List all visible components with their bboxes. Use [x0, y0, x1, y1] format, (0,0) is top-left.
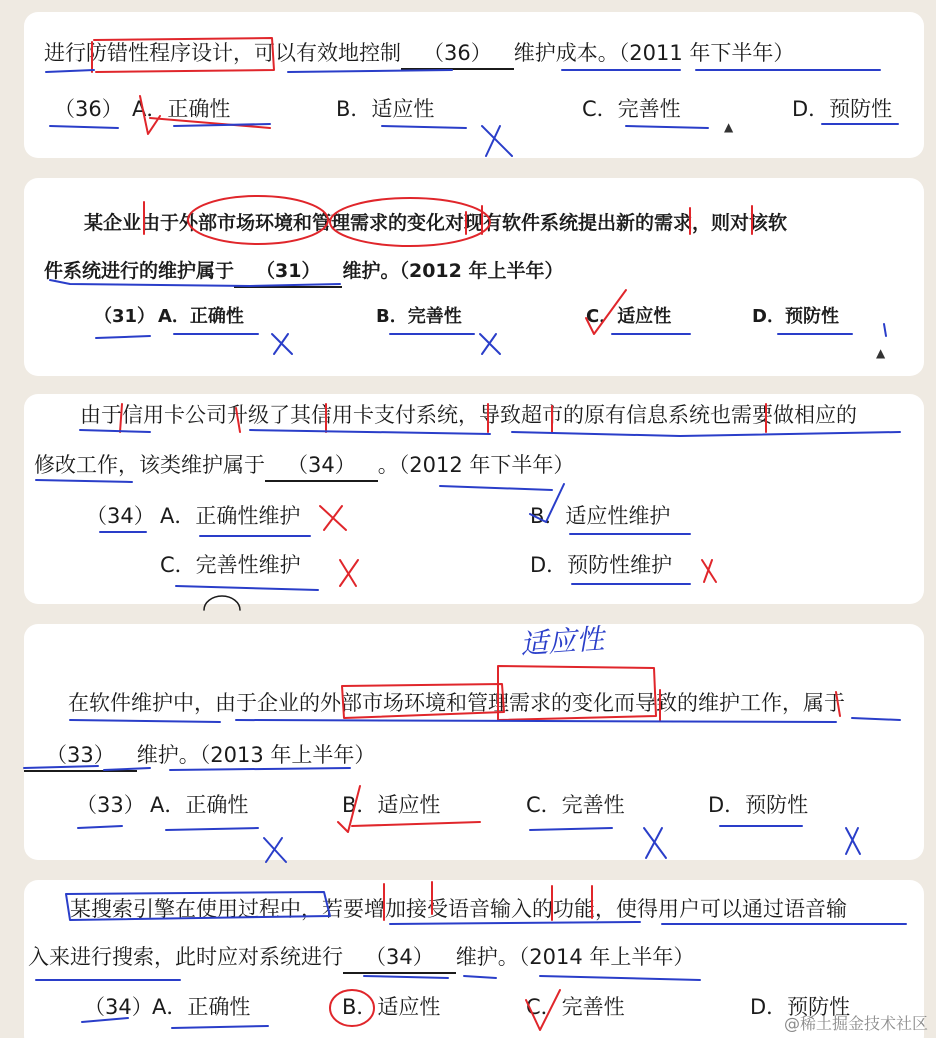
stem-text: 维护。（2012 年上半年）	[342, 260, 564, 282]
answer-blank: （34）	[343, 942, 456, 974]
question-stem-line-1: 由于信用卡公司升级了其信用卡支付系统，导致超市的原有信息系统也需要做相应的	[80, 403, 857, 427]
answer-blank: （31）	[234, 256, 342, 288]
pointer-cursor-icon: ▲	[724, 120, 734, 134]
stem-text: 维护。（2013 年上半年）	[136, 743, 376, 767]
option-a: A．正确性	[158, 306, 244, 327]
question-stem-line-2	[28, 942, 694, 974]
answer-blank: （34）	[265, 450, 378, 482]
option-c: C．完善性	[526, 793, 625, 817]
watermark: @稀土掘金技术社区	[783, 1014, 928, 1033]
question-number: （31）	[94, 306, 156, 327]
option-a: A．正确性维护	[160, 504, 301, 528]
option-b: B．适应性	[342, 793, 441, 817]
option-a: A．正确性	[150, 793, 249, 817]
stem-text: 修改工作，该类维护属于	[34, 453, 265, 477]
question-number: （33）	[76, 793, 145, 817]
handwritten-answer: 适应性	[519, 622, 606, 661]
option-b: B．完善性	[376, 306, 462, 327]
question-card-4	[24, 624, 924, 860]
stem-text: 进行防错性程序设计，可以有效地控制	[44, 41, 401, 65]
question-card-1	[24, 12, 924, 158]
question-stem-line-1: 某企业由于外部市场环境和管理需求的变化对现有软件系统提出新的需求，则对该软	[84, 212, 788, 234]
option-d: D．预防性	[750, 995, 851, 1019]
answer-blank: （33）	[24, 740, 137, 772]
question-stem-line-2	[24, 740, 375, 772]
option-b: B．适应性维护	[530, 504, 671, 528]
question-card-2	[24, 178, 924, 376]
option-c: C．完善性维护	[160, 553, 301, 577]
option-b: B．适应性	[342, 995, 441, 1019]
stem-text: 维护成本。（2011 年下半年）	[513, 41, 795, 65]
stem-text: 入来进行搜索，此时应对系统进行	[28, 945, 343, 969]
question-stem-line-1: 在软件维护中，由于企业的外部市场环境和管理需求的变化而导致的维护工作，属于	[68, 691, 845, 715]
option-d: D．预防性	[752, 306, 839, 327]
question-stem-line-1: 某搜索引擎在使用过程中，若要增加接受语音输入的功能，使得用户可以通过语音输	[70, 897, 847, 921]
option-c: C．完善性	[526, 995, 625, 1019]
question-number: （34）	[86, 504, 155, 528]
stem-text: 维护。（2014 年上半年）	[455, 945, 695, 969]
option-d: D．预防性	[708, 793, 809, 817]
option-b: B．适应性	[336, 97, 435, 121]
question-number: （34）	[84, 995, 153, 1019]
option-a: A．正确性	[132, 97, 231, 121]
pointer-cursor-icon: ▲	[876, 346, 886, 360]
option-c: C．适应性	[586, 306, 672, 327]
question-number: （36）	[54, 97, 123, 121]
question-stem-line-2	[34, 450, 574, 482]
answer-blank: （36）	[401, 38, 514, 70]
option-a: A．正确性	[152, 995, 251, 1019]
option-d: D．预防性	[792, 97, 893, 121]
stem-text: 。（2012 年下半年）	[377, 453, 575, 477]
option-c: C．完善性	[582, 97, 681, 121]
option-d: D．预防性维护	[530, 553, 673, 577]
question-stem	[44, 38, 794, 70]
question-stem-line-2	[44, 256, 563, 288]
stem-text: 件系统进行的维护属于	[44, 260, 235, 282]
question-card-3	[24, 394, 924, 604]
